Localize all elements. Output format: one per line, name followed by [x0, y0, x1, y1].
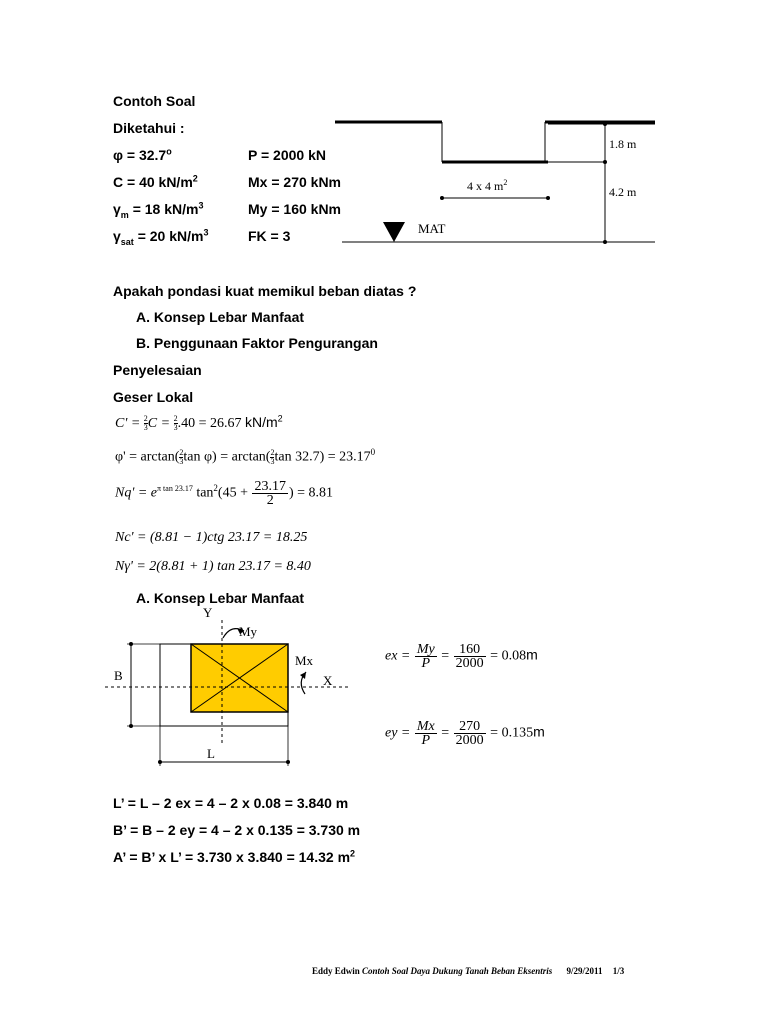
eq-c-prime: C' = $\frac{2}{3}$ C = $\frac{2}{3}$ .40 = 26.67 $kN/m^2$ — [115, 413, 283, 433]
result-a-prime: A’ = B’ x L’ = 3.730 x 3.840 = 14.32 $m^2$ — [113, 848, 356, 865]
footing-size-label: 4 x 4 $m^2$ — [467, 178, 508, 193]
section-a-title: A. Konsep Lebar Manfaat — [136, 590, 305, 606]
eq-ey: ey = $\frac{Mx}{P}$ = $\frac{270}{2000}$ = 0.135m — [385, 719, 545, 748]
option-a: A. Konsep Lebar Manfaat — [136, 309, 305, 325]
param-gamma-sat: $\gamma_{sat} = 20$ $kN/m^3$ — [113, 227, 209, 247]
param-cohesion: C = 40 $kN/m^2$ — [113, 173, 198, 190]
depth-1-label: 1.8 m — [609, 137, 637, 151]
param-phi: $\varphi = 32.7^o$ — [113, 146, 172, 163]
page-footer — [312, 966, 624, 976]
eq-phi-prime: φ' = arctan( $\frac{2}{3}$ tan φ) = arctan( $\frac{2}{3}$ $\tan 32.7) = 23.17^0$ — [115, 447, 376, 466]
b-dimension-label: B — [114, 668, 123, 683]
title: Contoh Soal — [113, 93, 196, 109]
depth-2-label: 4.2 m — [609, 185, 637, 199]
footer-date: 9/29/2011 — [566, 966, 603, 976]
l-dimension-label: L — [207, 746, 215, 761]
param-safety-factor: FK = 3 — [248, 228, 291, 244]
local-shear-title: Geser Lokal — [113, 389, 194, 405]
y-axis-label: Y — [203, 605, 213, 620]
x-axis-label: X — [323, 673, 333, 688]
result-b-prime: B’ = B – 2 ey = 4 – 2 x 0.135 = 3.730 m — [113, 822, 361, 838]
result-l-prime: L’ = L – 2 ex = 4 – 2 x 0.08 = 3.840 m — [113, 795, 349, 811]
param-load-p: P = 2000 kN — [248, 147, 326, 163]
param-moment-mx: Mx = 270 kNm — [248, 174, 341, 190]
footer-page: 1/3 — [612, 966, 625, 976]
option-b: B. Penggunaan Faktor Pengurangan — [136, 335, 378, 351]
footing-section-diagram — [330, 110, 660, 250]
moment-y-label: My — [239, 624, 258, 639]
eq-nc: Nc' = (8.81 − 1)ctg 23.17 = 18.25 — [115, 530, 308, 545]
question: Apakah pondasi kuat memikul beban diatas ? — [113, 283, 417, 299]
water-table-triangle-icon — [383, 222, 405, 242]
param-moment-my: My = 160 kNm — [248, 201, 341, 217]
given-heading: Diketahui : — [113, 120, 185, 136]
eq-nq: $Nq' = e^{\pi tan 23.17}$ $\tan^2(45$ + $\frac{23.17}{2}$ ) = 8.81 — [115, 479, 334, 508]
footing-plan-diagram — [105, 600, 365, 780]
footer-title: Contoh Soal Daya Dukung Tanah Beban Eksentris — [362, 966, 553, 976]
eq-ex: ex = $\frac{My}{P}$ = $\frac{160}{2000}$ = 0.08m — [385, 642, 538, 671]
water-table-label: MAT — [418, 221, 446, 236]
param-gamma-m: $\gamma_m = 18$ $kN/m^3$ — [113, 200, 204, 220]
eq-ngamma: Nγ' = 2(8.81 + 1) tan 23.17 = 8.40 — [115, 559, 311, 574]
footer-author: Eddy Edwin — [312, 966, 360, 976]
moment-x-label: Mx — [295, 653, 314, 668]
solution-title: Penyelesaian — [113, 362, 202, 378]
